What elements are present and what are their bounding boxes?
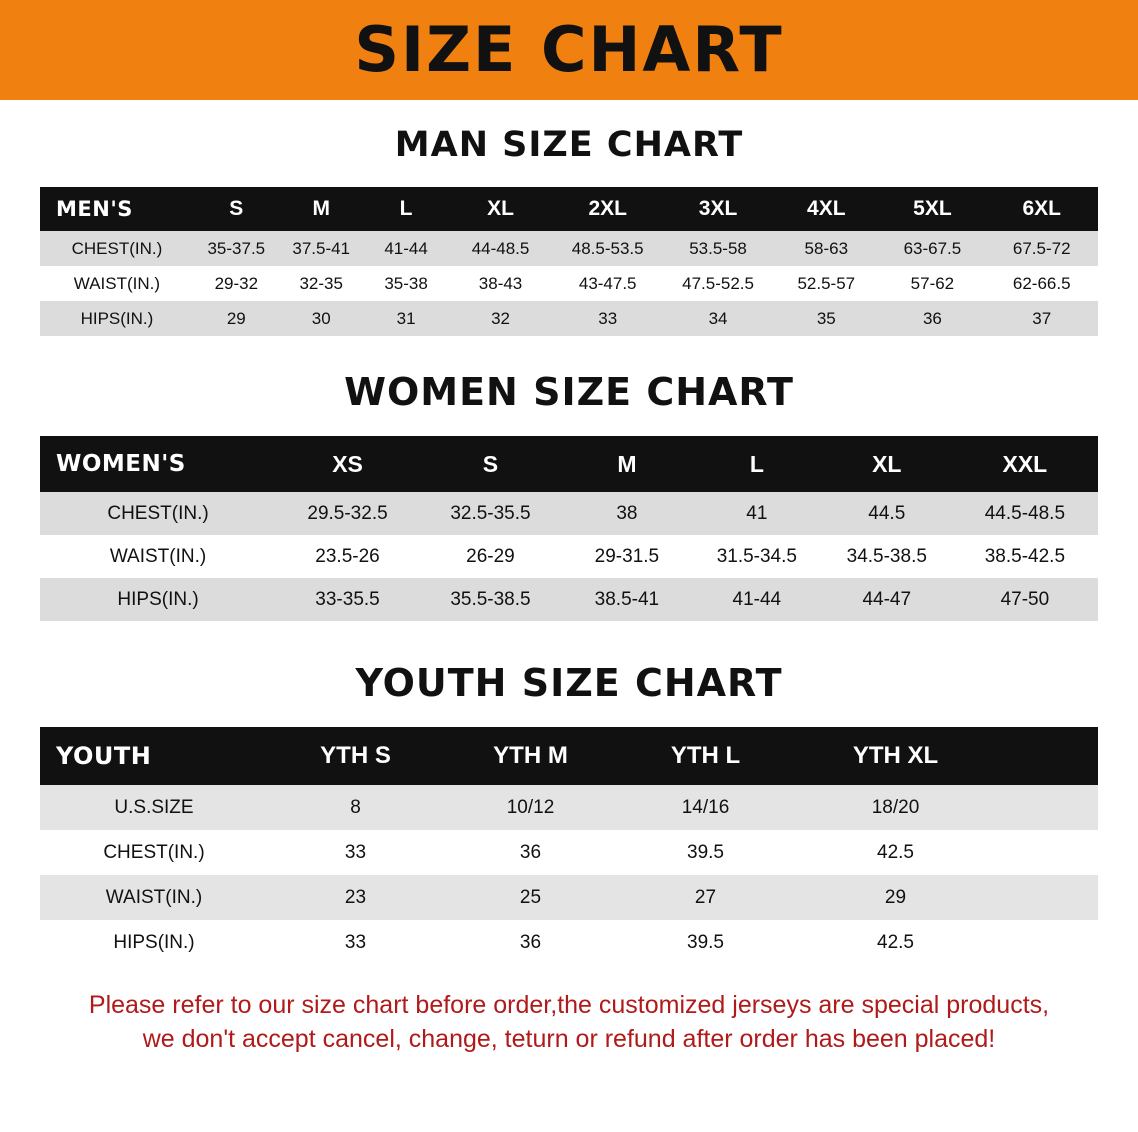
women-size-table bbox=[40, 436, 1098, 621]
youth-header-cell: YTH XL bbox=[793, 727, 998, 785]
table-cell: 53.5-58 bbox=[663, 231, 773, 266]
table-cell: 35.5-38.5 bbox=[419, 578, 562, 621]
women-header-cell: S bbox=[419, 436, 562, 492]
table-cell: 23 bbox=[268, 875, 443, 920]
table-cell: 48.5-53.5 bbox=[553, 231, 663, 266]
table-row bbox=[40, 266, 1098, 301]
disclaimer-note bbox=[40, 989, 1098, 1057]
man-header-cell: 6XL bbox=[985, 187, 1098, 231]
table-cell: 35 bbox=[773, 301, 879, 336]
table-cell: 8 bbox=[268, 785, 443, 830]
table-cell: 34.5-38.5 bbox=[822, 535, 952, 578]
page-title: SIZE CHART bbox=[354, 13, 784, 86]
table-row bbox=[40, 875, 1098, 920]
table-cell: 37.5-41 bbox=[279, 231, 364, 266]
table-cell: 18/20 bbox=[793, 785, 998, 830]
women-table-wrap bbox=[0, 436, 1138, 621]
man-size-table bbox=[40, 187, 1098, 336]
table-cell: 42.5 bbox=[793, 920, 998, 965]
youth-header-cell: YOUTH bbox=[40, 727, 268, 785]
row-label: CHEST(IN.) bbox=[40, 492, 276, 535]
row-label: CHEST(IN.) bbox=[40, 830, 268, 875]
women-header-cell: M bbox=[562, 436, 692, 492]
youth-table-header-row bbox=[40, 727, 1098, 785]
table-cell: 29-32 bbox=[194, 266, 279, 301]
man-header-cell: XL bbox=[449, 187, 553, 231]
table-cell: 39.5 bbox=[618, 920, 793, 965]
table-cell: 33-35.5 bbox=[276, 578, 419, 621]
table-row bbox=[40, 578, 1098, 621]
table-cell: 41-44 bbox=[692, 578, 822, 621]
table-cell: 35-37.5 bbox=[194, 231, 279, 266]
table-cell-spacer bbox=[998, 875, 1098, 920]
table-cell: 34 bbox=[663, 301, 773, 336]
man-header-cell: 4XL bbox=[773, 187, 879, 231]
table-cell: 35-38 bbox=[364, 266, 449, 301]
table-cell: 62-66.5 bbox=[985, 266, 1098, 301]
table-cell: 31 bbox=[364, 301, 449, 336]
table-cell: 41-44 bbox=[364, 231, 449, 266]
row-label: HIPS(IN.) bbox=[40, 301, 194, 336]
row-label: CHEST(IN.) bbox=[40, 231, 194, 266]
table-cell: 44-48.5 bbox=[449, 231, 553, 266]
row-label: WAIST(IN.) bbox=[40, 875, 268, 920]
table-cell: 38-43 bbox=[449, 266, 553, 301]
table-cell: 37 bbox=[985, 301, 1098, 336]
table-cell: 36 bbox=[879, 301, 985, 336]
women-section-title: WOMEN SIZE CHART bbox=[344, 370, 794, 414]
table-row bbox=[40, 231, 1098, 266]
table-cell: 47-50 bbox=[952, 578, 1098, 621]
table-cell: 14/16 bbox=[618, 785, 793, 830]
table-cell: 36 bbox=[443, 920, 618, 965]
table-cell: 25 bbox=[443, 875, 618, 920]
man-header-cell: L bbox=[364, 187, 449, 231]
row-label: U.S.SIZE bbox=[40, 785, 268, 830]
table-row bbox=[40, 492, 1098, 535]
table-cell: 33 bbox=[268, 920, 443, 965]
table-cell-spacer bbox=[998, 785, 1098, 830]
table-cell: 29-31.5 bbox=[562, 535, 692, 578]
table-cell: 41 bbox=[692, 492, 822, 535]
table-cell: 33 bbox=[553, 301, 663, 336]
table-cell: 32 bbox=[449, 301, 553, 336]
table-cell: 52.5-57 bbox=[773, 266, 879, 301]
table-cell: 38 bbox=[562, 492, 692, 535]
man-table-wrap bbox=[0, 187, 1138, 336]
table-cell: 31.5-34.5 bbox=[692, 535, 822, 578]
man-header-cell: MEN'S bbox=[40, 187, 194, 231]
table-cell: 29 bbox=[194, 301, 279, 336]
table-cell: 67.5-72 bbox=[985, 231, 1098, 266]
table-cell: 32.5-35.5 bbox=[419, 492, 562, 535]
women-header-cell: L bbox=[692, 436, 822, 492]
table-cell: 10/12 bbox=[443, 785, 618, 830]
youth-header-cell: YTH L bbox=[618, 727, 793, 785]
row-label: HIPS(IN.) bbox=[40, 578, 276, 621]
table-cell: 44.5-48.5 bbox=[952, 492, 1098, 535]
man-section-title: MAN SIZE CHART bbox=[394, 125, 744, 165]
table-cell: 63-67.5 bbox=[879, 231, 985, 266]
page-banner bbox=[0, 0, 1138, 100]
table-cell: 30 bbox=[279, 301, 364, 336]
table-cell: 26-29 bbox=[419, 535, 562, 578]
women-header-cell: WOMEN'S bbox=[40, 436, 276, 492]
man-header-cell: 5XL bbox=[879, 187, 985, 231]
row-label: HIPS(IN.) bbox=[40, 920, 268, 965]
table-cell: 29.5-32.5 bbox=[276, 492, 419, 535]
youth-table-wrap bbox=[0, 727, 1138, 965]
youth-size-table bbox=[40, 727, 1098, 965]
women-header-cell: XS bbox=[276, 436, 419, 492]
table-cell: 38.5-41 bbox=[562, 578, 692, 621]
table-cell: 32-35 bbox=[279, 266, 364, 301]
table-cell: 42.5 bbox=[793, 830, 998, 875]
table-cell: 44.5 bbox=[822, 492, 952, 535]
man-header-cell: S bbox=[194, 187, 279, 231]
table-cell: 39.5 bbox=[618, 830, 793, 875]
table-cell: 27 bbox=[618, 875, 793, 920]
table-cell: 47.5-52.5 bbox=[663, 266, 773, 301]
table-cell: 29 bbox=[793, 875, 998, 920]
table-cell-spacer bbox=[998, 830, 1098, 875]
table-cell: 44-47 bbox=[822, 578, 952, 621]
disclaimer-line-1: Please refer to our size chart before order,the customized jerseys are special products, bbox=[88, 991, 1050, 1019]
youth-section-title: YOUTH SIZE CHART bbox=[355, 661, 783, 705]
table-row bbox=[40, 830, 1098, 875]
table-cell: 33 bbox=[268, 830, 443, 875]
table-cell: 23.5-26 bbox=[276, 535, 419, 578]
table-cell: 36 bbox=[443, 830, 618, 875]
table-cell: 38.5-42.5 bbox=[952, 535, 1098, 578]
man-header-cell: M bbox=[279, 187, 364, 231]
women-header-cell: XXL bbox=[952, 436, 1098, 492]
table-cell: 43-47.5 bbox=[553, 266, 663, 301]
table-cell: 58-63 bbox=[773, 231, 879, 266]
man-header-cell: 2XL bbox=[553, 187, 663, 231]
youth-header-cell: YTH M bbox=[443, 727, 618, 785]
table-cell: 57-62 bbox=[879, 266, 985, 301]
youth-header-cell: YTH S bbox=[268, 727, 443, 785]
man-header-cell: 3XL bbox=[663, 187, 773, 231]
disclaimer-line-2: we don't accept cancel, change, teturn or refund after order has been placed! bbox=[142, 1024, 996, 1053]
youth-header-spacer bbox=[998, 727, 1098, 785]
table-row bbox=[40, 785, 1098, 830]
women-header-cell: XL bbox=[822, 436, 952, 492]
man-table-header-row bbox=[40, 187, 1098, 231]
table-row bbox=[40, 535, 1098, 578]
table-row bbox=[40, 301, 1098, 336]
row-label: WAIST(IN.) bbox=[40, 535, 276, 578]
table-cell-spacer bbox=[998, 920, 1098, 965]
women-table-header-row bbox=[40, 436, 1098, 492]
table-row bbox=[40, 920, 1098, 965]
row-label: WAIST(IN.) bbox=[40, 266, 194, 301]
